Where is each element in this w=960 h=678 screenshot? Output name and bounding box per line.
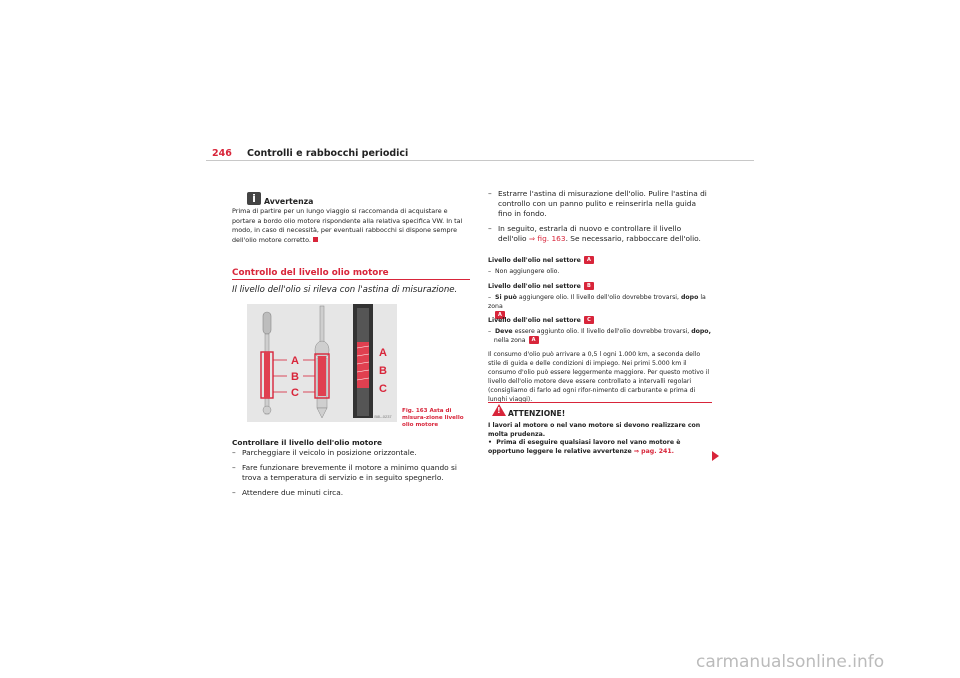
step-2: – Fare funzionare brevemente il motore a minimo quando si trova a temperatura di servizio e in seguito spegnerlo.: [232, 463, 457, 482]
fig-163-link[interactable]: ⇒ fig. 163: [528, 234, 566, 243]
procedure-title: Controllare il livello dell'olio motore: [232, 438, 383, 447]
figure-caption: [402, 408, 472, 429]
level-c-text: – Deve essere aggiunto olio. Il livello dell'olio dovrebbe trovarsi, dopo, nella zona A: [488, 328, 711, 344]
watermark: carmanualsonline.info: [696, 652, 885, 672]
figure-label-c-right: C: [379, 383, 387, 395]
section-subtitle: Il livello dell'olio si rileva con l'astina di misurazione.: [232, 285, 458, 295]
consumption-paragraph: Il consumo d'olio può arrivare a 0,5 l ogni 1.000 km, a seconda dello stile di guida e delle condizioni di impiego. Nei primi 5.000 km il consumo d'olio può essere leggermente maggiore. Per questo motivo il livello dell'olio motore deve essere controllato a intervalli regolari (consigliamo di farlo ad ogni rifor-nimento di carburante e prima di lunghi viaggi).: [488, 351, 710, 403]
step-5: – In seguito, estrarla di nuovo e controllare il livello dell'olio ⇒ fig. 163. Se necessario, rabboccare dell'olio.: [488, 224, 701, 243]
info-note-icon: i: [247, 192, 261, 205]
section-title: Controllo del livello olio motore: [232, 268, 389, 278]
step-4: – Estrarre l'astina di misurazione dell'olio. Pulire l'astina di controllo con un panno pulito e reinserirla nella guida fino in fondo.: [488, 189, 707, 218]
badge-a: A: [584, 256, 594, 264]
figure-label-c: C: [291, 387, 299, 399]
warning-box: [488, 402, 712, 461]
page-241-link[interactable]: ⇒ pag. 241.: [633, 447, 674, 455]
step-3: – Attendere due minuti circa.: [232, 488, 344, 497]
level-b-title: Livello dell'olio nel settore B: [488, 282, 594, 290]
badge-a-inline: A: [495, 311, 505, 319]
end-mark-icon: [313, 237, 318, 242]
level-c-title: Livello dell'olio nel settore C: [488, 316, 594, 324]
figure-caption-prefix: Fig. 163: [402, 408, 428, 414]
figure-label-b: B: [291, 371, 299, 383]
figure-code: B8L-0237: [374, 414, 392, 419]
header-divider: [206, 160, 754, 161]
figure-label-a: A: [291, 355, 299, 367]
warning-triangle-icon: !: [492, 404, 506, 416]
warning-body: I lavori al motore o nel vano motore si devono realizzare con molta prudenza. • Prima di eseguire qualsiasi lavoro nel vano motore è opportuno leggere le relative avvertenze ⇒ pag. 241.: [488, 422, 701, 455]
figure-label-a-right: A: [379, 347, 387, 359]
section-divider: [232, 279, 470, 280]
badge-c: C: [584, 316, 594, 324]
page-number: 246: [212, 148, 232, 159]
badge-b: B: [584, 282, 594, 290]
figure-caption-text: Asta di misura-zione livello olio motore: [402, 408, 464, 428]
warning-header: [488, 404, 712, 420]
note-body: Prima di partire per un lungo viaggio si raccomanda di acquistare e portare a bordo olio motore rispondente alla relativa specifica VW. In tal modo, in caso di necessità, per eventuali rabbocchi si dispone sempre dell'olio motore corretto.: [232, 207, 463, 244]
level-a-text: – Non aggiungere olio.: [488, 268, 560, 275]
continue-arrow-icon[interactable]: [712, 451, 719, 461]
figure-label-b-right: B: [379, 365, 387, 377]
warning-title: ATTENZIONE!: [508, 409, 566, 418]
dipstick-figure: [247, 304, 397, 422]
level-b-text: – Si può aggiungere olio. Il livello dell'olio dovrebbe trovarsi, dopo la zona A: [488, 294, 706, 318]
note-title: Avvertenza: [264, 197, 314, 206]
running-header: Controlli e rabbocchi periodici: [247, 148, 409, 159]
badge-a-inline-2: A: [529, 336, 539, 344]
level-a-title: Livello dell'olio nel settore A: [488, 256, 594, 264]
dipstick-illustration: [247, 304, 397, 422]
step-1: – Parcheggiare il veicolo in posizione orizzontale.: [232, 448, 417, 457]
